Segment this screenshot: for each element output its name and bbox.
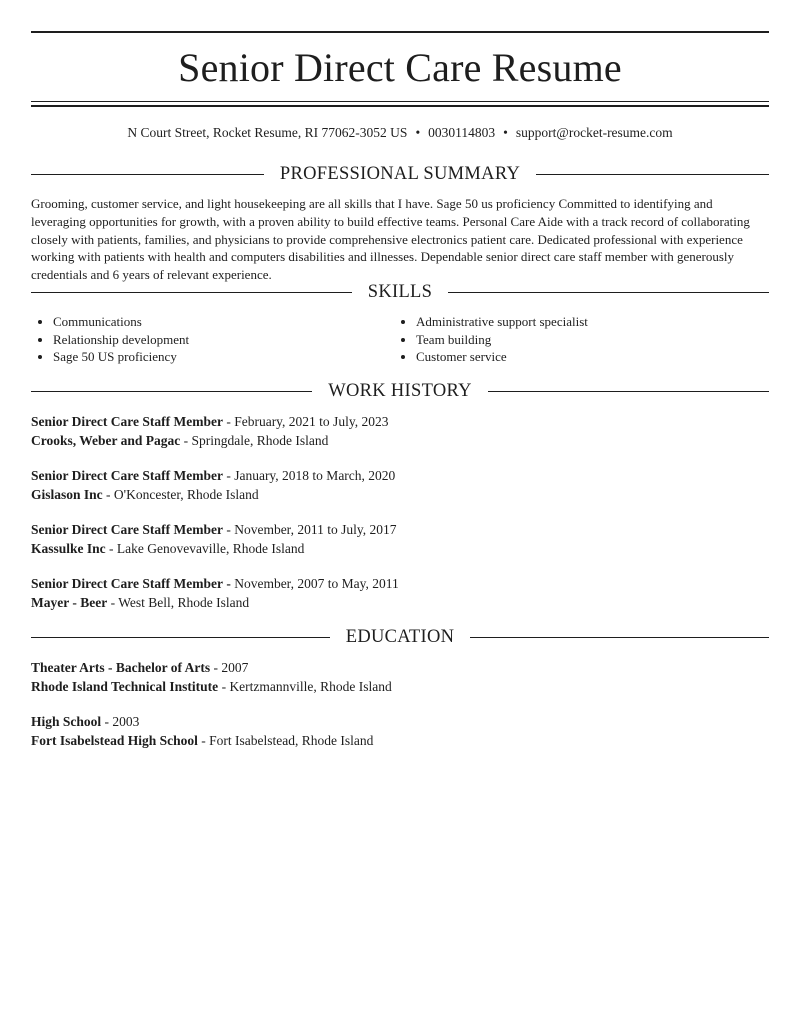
dash: -: [104, 714, 110, 729]
contact-line: [31, 124, 769, 142]
heading-rule-right: [470, 637, 769, 638]
edu-location: Fort Isabelstead, Rhode Island: [209, 732, 374, 748]
skill-item: • Administrative support specialist: [416, 313, 757, 331]
heading-rule-right: [448, 292, 769, 293]
title-rule-thin: [31, 101, 769, 102]
edu-year: 2007: [221, 660, 249, 675]
top-rule: [31, 31, 769, 33]
contact-address: N Court Street, Rocket Resume, RI 77062-3052 US: [127, 125, 408, 140]
heading-rule-left: [31, 391, 312, 392]
job-company: Crooks, Weber and Pagac: [31, 432, 181, 448]
dash: -: [226, 468, 231, 483]
job-location: O'Koncester, Rhode Island: [113, 486, 259, 502]
skills-list: [31, 313, 769, 366]
section-title-summary: PROFESSIONAL SUMMARY: [279, 164, 521, 184]
edu-year: 2003: [112, 714, 140, 729]
edu-degree: High School: [31, 714, 102, 729]
skill-item: • Customer service: [416, 348, 757, 366]
job-company: Kassulke Inc: [31, 540, 106, 556]
dash: -: [226, 576, 231, 591]
job-title: Senior Direct Care Staff Member: [31, 468, 223, 483]
contact-email: support@rocket-resume.com: [515, 125, 673, 140]
skills-column-right: [394, 313, 757, 366]
dash: -: [109, 540, 114, 556]
section-title-education: EDUCATION: [345, 627, 455, 647]
summary-text: Grooming, customer service, and light housekeeping are all skills that I have. Sage 50 us proficiency Committed to identifying and leveraging opportunities for growth, with a proven ability to build effective teams. Personal Care Aide with a track record of collaborating closely with patients, families, and physicians to provide comprehensive electronics patient care. Dedicated professional with experience working with patients with health and computers disabilities and illnesses. Dependable senior direct care staff member with generously credentials and 6 years of relevant experience.: [31, 196, 750, 283]
work-entry: [31, 467, 769, 504]
edu-school: Fort Isabelstead High School: [31, 732, 198, 748]
heading-rule-left: [31, 292, 352, 293]
job-dates: November, 2011 to July, 2017: [234, 522, 397, 537]
edu-degree: Theater Arts - Bachelor of Arts: [31, 660, 211, 675]
section-heading-education: [31, 626, 769, 648]
section-heading-skills: [31, 281, 769, 303]
contact-separator: •: [503, 125, 508, 140]
section-heading-summary: [31, 163, 769, 185]
skill-item: • Sage 50 US proficiency: [53, 348, 394, 366]
job-location: Springdale, Rhode Island: [191, 432, 329, 448]
job-company: Mayer - Beer: [31, 594, 108, 610]
dash: -: [213, 660, 218, 675]
section-title-skills: SKILLS: [367, 282, 433, 302]
education-entry: [31, 659, 769, 696]
heading-rule-left: [31, 174, 264, 175]
contact-phone: 0030114803: [428, 125, 496, 140]
section-heading-work: [31, 380, 769, 402]
title-rule-thick: [31, 105, 769, 107]
work-entry: [31, 521, 769, 558]
job-dates: January, 2018 to March, 2020: [234, 468, 396, 483]
heading-rule-left: [31, 637, 330, 638]
job-company: Gislason Inc: [31, 486, 103, 502]
dash: -: [226, 414, 231, 429]
dash: -: [221, 678, 227, 694]
job-location: West Bell, Rhode Island: [118, 594, 250, 610]
dash: -: [201, 732, 206, 748]
section-title-work: WORK HISTORY: [328, 381, 472, 401]
dash: -: [110, 594, 116, 610]
dash: -: [183, 432, 189, 448]
dash: -: [226, 522, 231, 537]
job-location: Lake Genovevaville, Rhode Island: [116, 540, 305, 556]
edu-school: Rhode Island Technical Institute: [31, 678, 219, 694]
heading-rule-right: [488, 391, 769, 392]
education-entry: [31, 713, 769, 750]
skill-item: • Communications: [53, 313, 394, 331]
heading-rule-right: [536, 174, 769, 175]
contact-separator: •: [415, 125, 421, 140]
work-entry: [31, 575, 769, 612]
resume-title: Senior Direct Care Resume: [178, 45, 622, 90]
skill-item: • Team building: [416, 331, 757, 349]
skill-item: • Relationship development: [53, 331, 394, 349]
work-entry: [31, 413, 769, 450]
job-dates: February, 2021 to July, 2023: [234, 414, 389, 429]
job-dates: November, 2007 to May, 2011: [234, 576, 399, 591]
edu-location: Kertzmannville, Rhode Island: [229, 678, 392, 694]
job-title: Senior Direct Care Staff Member: [31, 522, 223, 537]
dash: -: [106, 486, 111, 502]
skills-column-left: [31, 313, 394, 366]
job-title: Senior Direct Care Staff Member: [31, 576, 223, 591]
job-title: Senior Direct Care Staff Member: [31, 414, 223, 429]
